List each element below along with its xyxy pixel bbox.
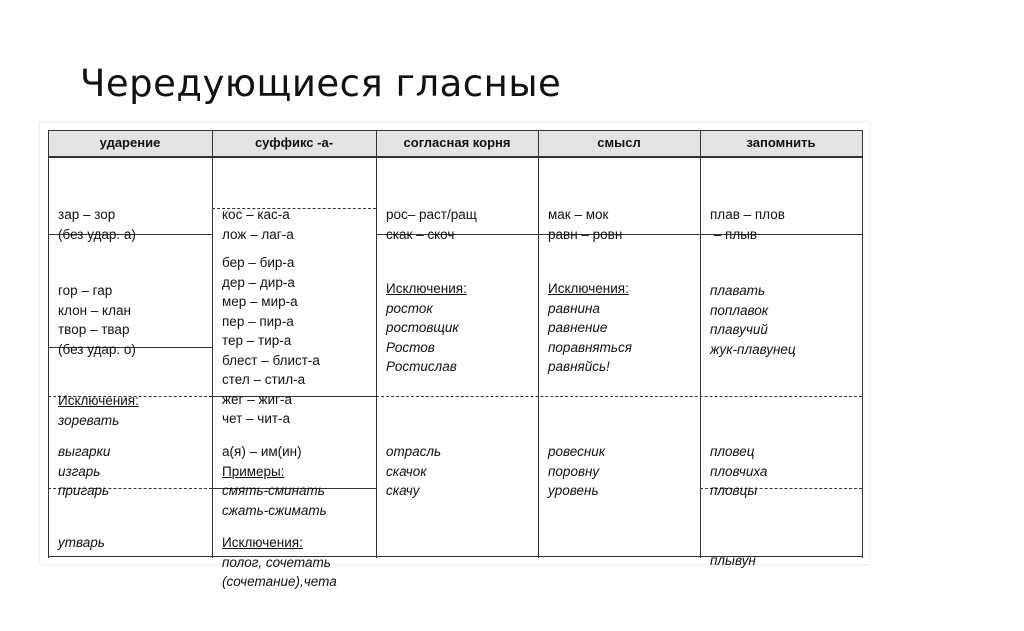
- cell-stress-2: гор – гар клон – клан твор – твар (без удар. о): [58, 283, 136, 357]
- column-divider: [700, 130, 701, 558]
- cell-remember-4: плывун: [710, 553, 756, 568]
- table-border-left: [48, 130, 49, 558]
- cell-stress-3: выгарки изгарь пригарь: [58, 444, 111, 498]
- header-stress: ударение: [48, 130, 212, 158]
- cell-remember-1: плав – плов – плыв: [710, 207, 785, 242]
- page-title: Чередующиеся гласные: [80, 62, 562, 105]
- cell-remember-2: плавать поплавок плавучий жук-плавунец: [710, 283, 796, 357]
- cell-stress-1: зар – зор (без удар. а): [58, 207, 136, 242]
- cell-stress-4: утварь: [58, 535, 105, 550]
- header-suffix: суффикс -а-: [212, 130, 376, 158]
- table-border-top: [48, 130, 862, 131]
- cell-root-1: рос– раст/ращ скак – скоч: [386, 207, 477, 242]
- column-divider: [538, 130, 539, 558]
- cell-remember-3: пловец пловчиха пловцы: [710, 444, 768, 498]
- header-meaning: смысл: [538, 130, 700, 158]
- header-remember: запомнить: [700, 130, 862, 158]
- header-root-consonant: согласная корня: [376, 130, 538, 158]
- cell-root-exceptions: Исключения: росток ростовщик Ростов Ростислав: [386, 281, 467, 374]
- cell-meaning-1: мак – мок равн – ровн: [548, 207, 623, 242]
- cell-suffix-exceptions: Исключения: полог, сочетать (сочетание),чета: [222, 535, 337, 589]
- column-divider: [376, 130, 377, 558]
- column-divider: [212, 130, 213, 558]
- cell-root-3: отрасль скачок скачу: [386, 444, 442, 498]
- cell-suffix-1: кос – кас-а лож – лаг-а: [222, 207, 294, 242]
- cell-meaning-exceptions: Исключения: равнина равнение поравняться равняйсь!: [548, 281, 632, 374]
- cell-meaning-3: ровесник поровну уровень: [548, 444, 606, 498]
- alternating-vowels-table: [40, 122, 870, 589]
- cell-suffix-3: а(я) – им(ин) Примеры: смять-сминать сжать-сжимать: [222, 444, 327, 518]
- cell-stress-exceptions: Исключения: зоревать: [58, 393, 139, 428]
- table-border-right: [862, 130, 863, 558]
- cell-suffix-2: бер – бир-а дер – дир-а мер – мир-а пер – пир-а тер – тир-а блест – блист-а стел – стил-а жег – жиг-а чет – чит-а: [222, 255, 320, 426]
